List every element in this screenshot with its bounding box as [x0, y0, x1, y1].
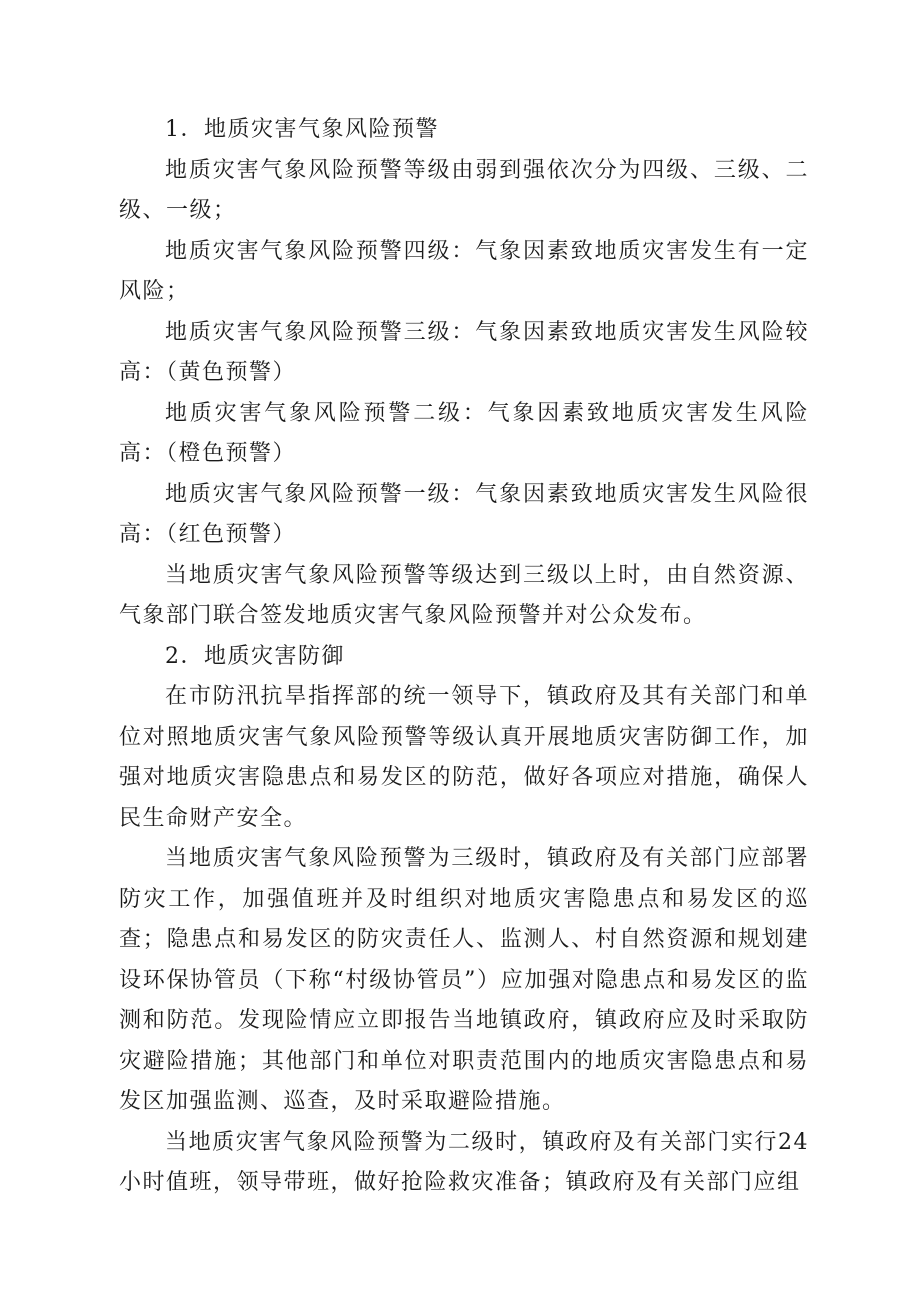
section-heading-2: 2．地质灾害防御	[165, 643, 345, 669]
paragraph-defense-overview: 在市防汛抗旱指挥部的统一领导下，镇政府及其有关部门和单位对照地质灾害气象风险预警等级认真开展地质灾害防御工作，加强对地质灾害隐患点和易发区的防范，做好各项应对措施，确保人民生命财产安全。	[119, 684, 809, 831]
paragraph-level-three: 地质灾害气象风险预警三级：气象因素致地质灾害发生风险较高：（黄色预警）	[119, 319, 809, 385]
paragraph-level-one: 地质灾害气象风险预警一级：气象因素致地质灾害发生风险很高：（红色预警）	[119, 481, 809, 547]
section-heading-1: 1．地质灾害气象风险预警	[165, 117, 439, 142]
paragraph-level-three-response: 当地质灾害气象风险预警为三级时，镇政府及有关部门应部署防灾工作，加强值班并及时组织对地质灾害隐患点和易发区的巡查；隐患点和易发区的防灾责任人、监测人、村自然资源和规划建设环保协管员（下称“村级协管员”）应加强对隐患点和易发区的监测和防范。发现险情应立即报告当地镇政府，镇政府应及时采取防灾避险措施；其他部门和单位对职责范围内的地质灾害隐患点和易发区加强监测、巡查，及时采取避险措施。	[119, 846, 809, 1114]
document-body	[119, 110, 809, 1204]
paragraph-warning-levels: 地质灾害气象风险预警等级由弱到强依次分为四级、三级、二级、一级；	[119, 157, 809, 223]
paragraph-joint-issuance: 当地质灾害气象风险预警等级达到三级以上时，由自然资源、气象部门联合签发地质灾害气象风险预警并对公众发布。	[119, 562, 809, 628]
paragraph-level-four: 地质灾害气象风险预警四级：气象因素致地质灾害发生有一定风险；	[119, 238, 809, 304]
paragraph-level-two: 地质灾害气象风险预警二级：气象因素致地质灾害发生风险高：（橙色预警）	[119, 400, 809, 466]
paragraph-level-two-response: 当地质灾害气象风险预警为二级时，镇政府及有关部门实行24小时值班，领导带班，做好抢险救灾准备；镇政府及有关部门应组	[119, 1129, 809, 1195]
